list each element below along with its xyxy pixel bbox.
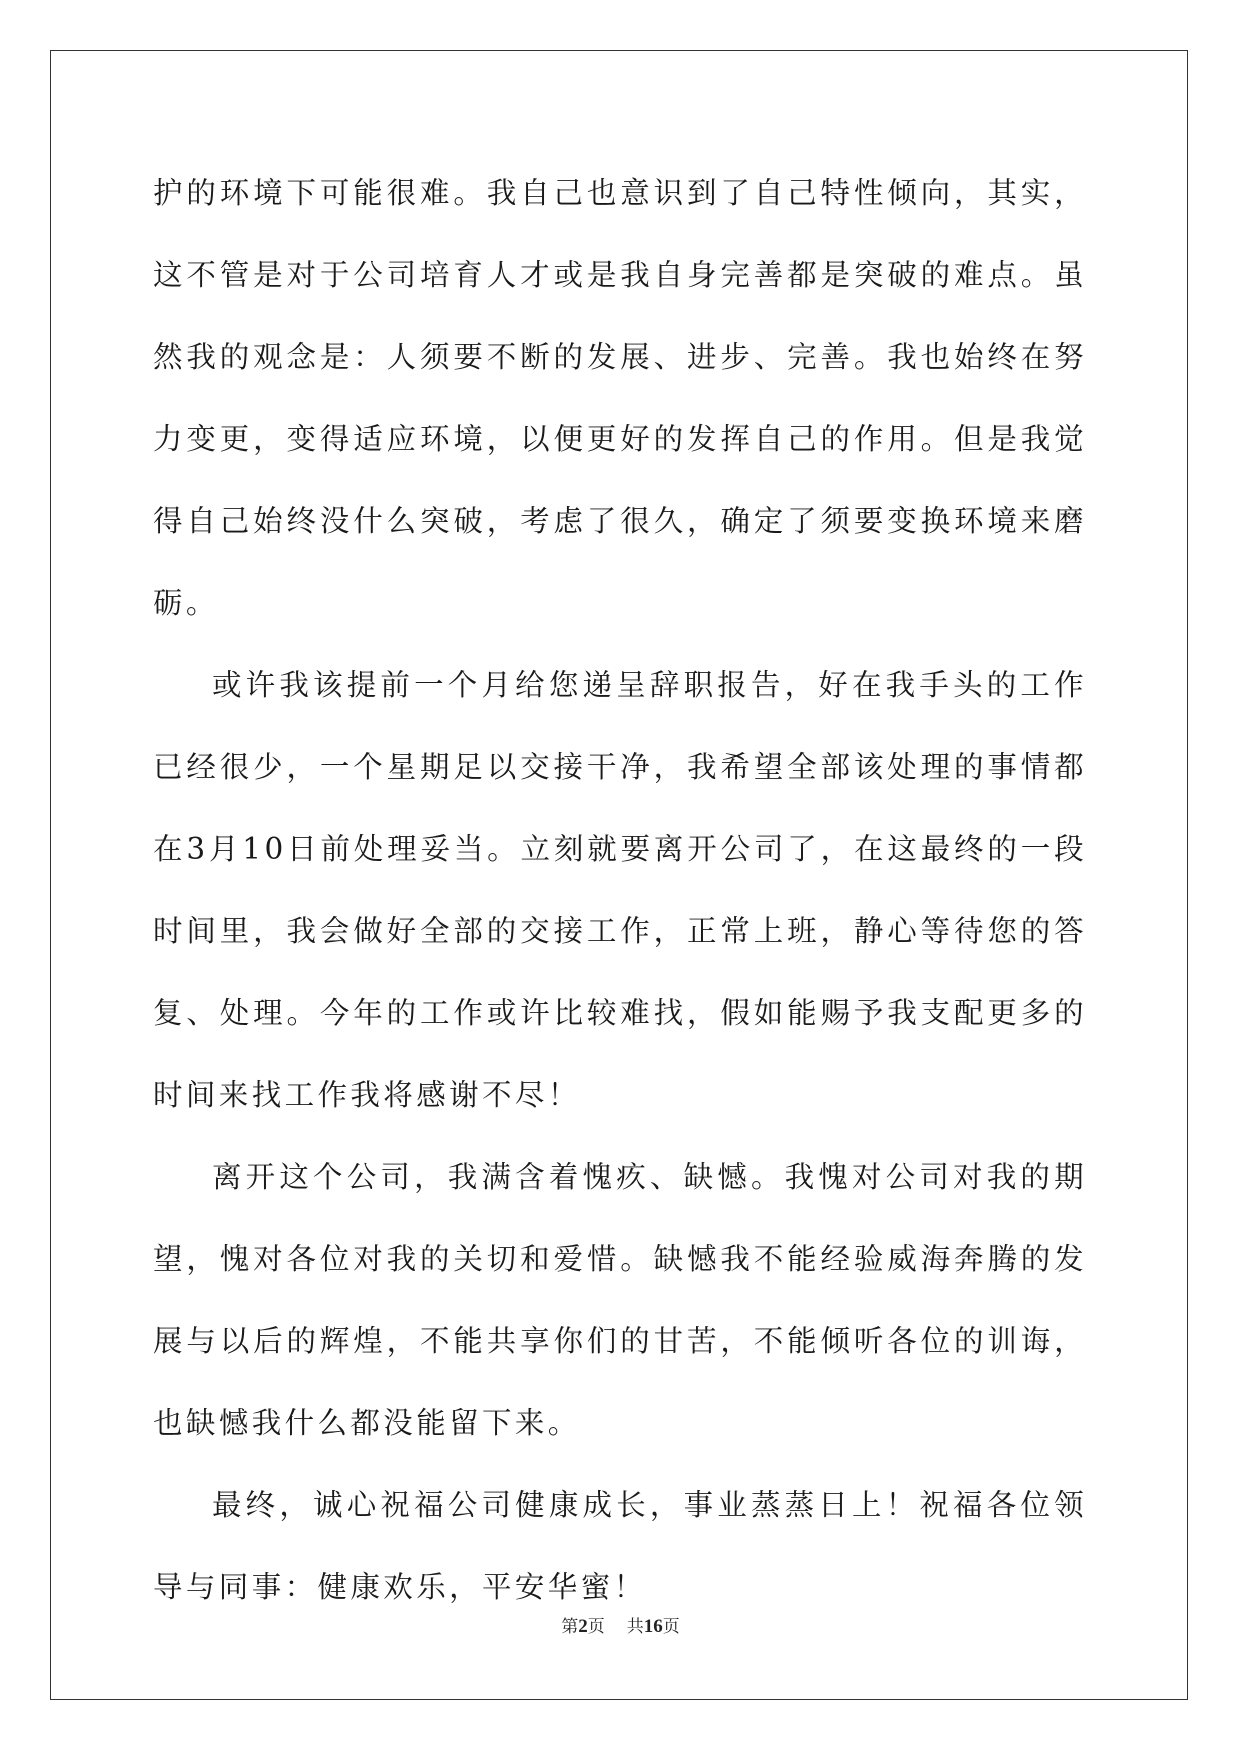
paragraph-3: 离开这个公司，我满含着愧疚、缺憾。我愧对公司对我的期望，愧对各位对我的关切和爱惜。缺憾我不能经验威海奔腾的发展与以后的辉煌，不能共享你们的甘苦，不能倾听各位的训诲，也缺憾我什么都没能留下来。 [153, 1160, 1087, 1440]
page-prefix: 第 [561, 1617, 579, 1637]
paragraph-1: 护的环境下可能很难。我自己也意识到了自己特性倾向，其实，这不管是对于公司培育人才或是我自身完善都是突破的难点。虽然我的观念是：人须要不断的发展、进步、完善。我也始终在努力变更，变得适应环境，以便更好的发挥自己的作用。但是我觉得自己始终没什么突破，考虑了很久，确定了须要变换环境来磨砺。 [153, 176, 1087, 620]
paragraph-2: 或许我该提前一个月给您递呈辞职报告，好在我手头的工作已经很少，一个星期足以交接干净，我希望全部该处理的事情都在3月10日前处理妥当。立刻就要离开公司了，在这最终的一段时间里，我会做好全部的交接工作，正常上班，静心等待您的答复、处理。今年的工作或许比较难找，假如能赐予我支配更多的时间来找工作我将感谢不尽！ [153, 668, 1087, 1112]
current-page-number: 2 [578, 1616, 588, 1637]
page-unit: 页 [587, 1617, 605, 1637]
total-unit: 页 [662, 1617, 680, 1637]
paragraph-4: 最终，诚心祝福公司健康成长，事业蒸蒸日上！祝福各位领导与同事：健康欢乐，平安华蜜！ [153, 1488, 1087, 1604]
total-prefix: 共 [626, 1617, 644, 1637]
total-page-number: 16 [643, 1616, 663, 1637]
document-body [153, 152, 1087, 1628]
page-footer [0, 1612, 1241, 1638]
